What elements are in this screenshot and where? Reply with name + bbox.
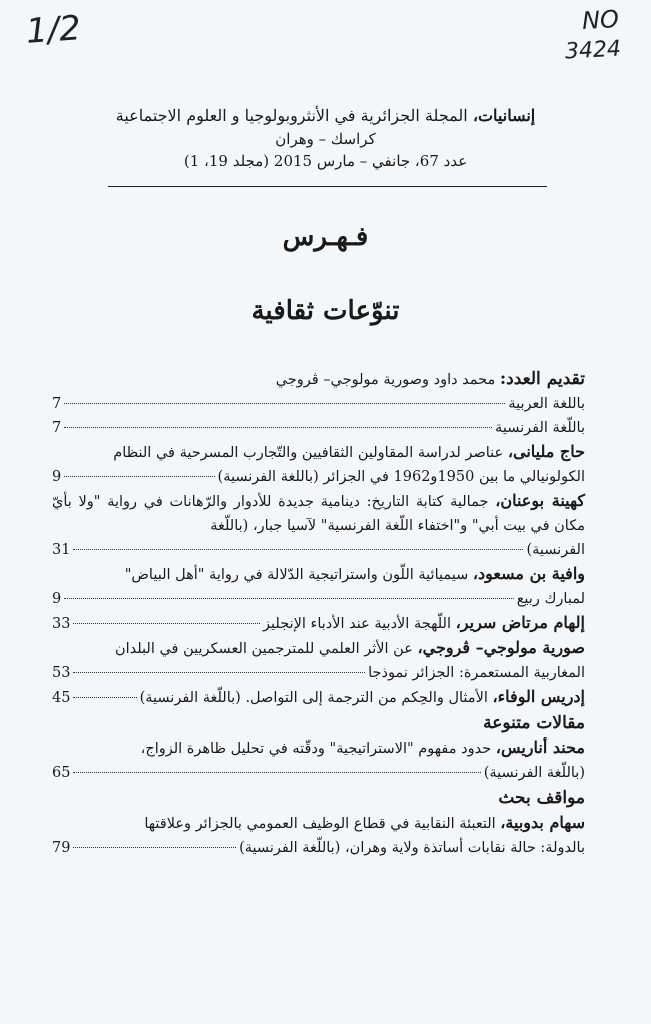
entry-title-cont: بالدولة: حالة نقابات أساتذة ولاية وهران، (باللّغة الفرنسية) (239, 840, 585, 856)
toc-entry (52, 611, 585, 636)
leader-dots (64, 598, 513, 599)
leader-dots (64, 403, 505, 404)
section-title: تنوّعات ثقافية (251, 296, 400, 326)
entry-title-cont: لمبارك ربيع (516, 591, 585, 607)
page-number: 45 (52, 690, 71, 706)
toc-line (52, 761, 585, 785)
leader-dots (73, 672, 365, 673)
page-number: 53 (52, 665, 71, 681)
toc-entry (52, 636, 585, 685)
issue-info: عدد 67، جانفي – مارس 2015 (مجلد 19، 1) (183, 152, 468, 170)
entry-author: إلهام مرتاض سرير، (455, 613, 585, 632)
toc-entry (52, 736, 585, 785)
page-number: 31 (52, 542, 71, 558)
leader-dots (64, 476, 214, 477)
toc-line (52, 538, 585, 562)
handwritten-folio-mark: 1/2 (24, 8, 83, 52)
intro-french: باللّغة الفرنسية (495, 420, 585, 436)
toc-line (52, 661, 585, 685)
toc-entry-intro (52, 366, 585, 440)
section-heading-research-positions: مواقف بحث (498, 788, 585, 808)
publisher: كراسك – وهران (275, 130, 376, 148)
toc-line (52, 685, 585, 710)
page-number: 9 (52, 591, 62, 607)
handwritten-accession-label: NO (581, 5, 620, 35)
intro-authors: محمد داود وصورية مولوجي– ڤروجي (275, 372, 496, 388)
page-number: 79 (52, 840, 71, 856)
toc-line (52, 587, 585, 611)
entry-author: حاج مليانى، (507, 442, 585, 461)
toc-entry (52, 489, 585, 562)
entry-title: سيميائية اللّون واستراتيجية الدّلالة في رواية "أهل البياض" (124, 567, 469, 583)
entry-title-cont: (باللّغة الفرنسية) (483, 765, 585, 781)
journal-title-line (80, 104, 571, 128)
leader-dots (73, 697, 136, 698)
toc-line (52, 416, 585, 440)
entry-author: سهام بدوبية، (500, 813, 585, 832)
entry-title: اللّهجة الأدبية عند الأدباء الإنجليز (263, 616, 452, 632)
leader-dots (73, 549, 523, 550)
entry-title-cont: الكولونيالي ما بين 1950و1962 في الجزائر (باللغة الفرنسية) (217, 469, 585, 485)
page-number: 65 (52, 765, 71, 781)
toc-entry (52, 562, 585, 611)
intro-label: تقديم العدد: (499, 369, 585, 389)
toc-line (52, 465, 585, 489)
page-number: 9 (52, 469, 62, 485)
section-heading-misc-articles: مقالات متنوعة (483, 713, 585, 733)
entry-author: إدريس الوفاء، (492, 687, 585, 706)
entry-title: عناصر لدراسة المقاولين الثقافيين والتّجارب المسرحية في النظام (113, 445, 504, 461)
leader-dots (64, 427, 492, 428)
journal-subtitle: المجلة الجزائرية في الأنثروبولوجيا و العلوم الاجتماعية (115, 106, 468, 125)
journal-name: إنسانيات، (472, 106, 536, 125)
toc-line (52, 836, 585, 860)
page-number: 7 (52, 396, 62, 412)
leader-dots (73, 772, 480, 773)
journal-header (80, 104, 571, 172)
entry-title: التعبئة النقابية في قطاع الوظيف العمومي بالجزائر وعلاقتها (144, 816, 496, 832)
header-divider (108, 186, 547, 187)
entry-title: حدود مفهوم "الاستراتيجية" ودقّته في تحليل ظاهرة الزواج، (140, 741, 492, 757)
leader-dots (73, 847, 236, 848)
page-number: 33 (52, 616, 71, 632)
table-of-contents (52, 366, 585, 860)
toc-entry (52, 811, 585, 860)
toc-entry (52, 685, 585, 710)
toc-entry (52, 440, 585, 489)
entry-title: جمالية كتابة التاريخ: دينامية جديدة للأدوار والرّهانات في رواية "ولا بأيّ مكان في بيت أبي" و"اختفاء اللّغة الفرنسية" لآسيا جبار، (باللّغة (52, 494, 585, 534)
handwritten-accession-number: 3424 (564, 36, 622, 65)
toc-line (52, 611, 585, 636)
page-title: فـهـرس (282, 222, 369, 252)
page-number: 7 (52, 420, 62, 436)
toc-line (52, 392, 585, 416)
entry-title-cont: المغاربية المستعمرة: الجزائر نموذجا (368, 665, 585, 681)
entry-author: محند أناريس، (495, 738, 585, 757)
entry-title-cont: الفرنسية) (526, 542, 585, 558)
entry-author: صورية مولوجي– ڤروجي، (417, 638, 585, 657)
entry-author: كهينة بوعنان، (495, 491, 585, 510)
leader-dots (73, 623, 260, 624)
entry-title: الأمثال والحِكم من الترجمة إلى التواصل. (باللّغة الفرنسية) (139, 690, 488, 706)
entry-author: وافية بن مسعود، (472, 564, 585, 583)
entry-title: عن الأثر العلمي للمترجمين العسكريين في البلدان (114, 641, 413, 657)
intro-arabic: باللغة العربية (508, 396, 585, 412)
